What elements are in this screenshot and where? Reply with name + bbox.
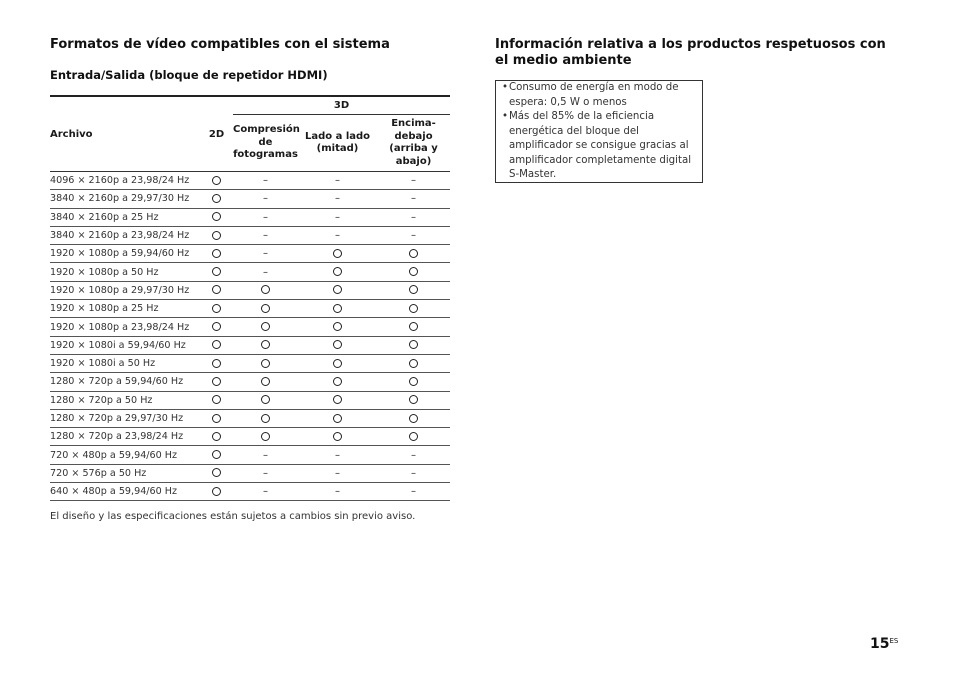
support-cell <box>377 300 450 318</box>
supported-circle-icon <box>261 359 270 368</box>
header-top-bottom: Encima-debajo (arriba y abajo) <box>377 115 450 172</box>
support-cell <box>233 172 298 190</box>
support-cell <box>377 373 450 391</box>
support-cell <box>200 428 233 446</box>
support-cell <box>200 172 233 190</box>
supported-circle-icon <box>333 340 342 349</box>
format-cell: 1920 × 1080p a 50 Hz <box>50 263 200 281</box>
support-cell <box>298 409 377 427</box>
support-cell <box>377 281 450 299</box>
support-cell <box>377 409 450 427</box>
header-archivo: Archivo <box>50 96 200 172</box>
supported-circle-icon <box>333 249 342 258</box>
supported-circle-icon <box>409 359 418 368</box>
support-cell <box>298 300 377 318</box>
supported-circle-icon <box>261 414 270 423</box>
not-supported-dash: – <box>263 486 268 498</box>
supported-circle-icon <box>212 267 221 276</box>
supported-circle-icon <box>409 285 418 294</box>
support-cell <box>298 245 377 263</box>
support-cell <box>377 318 450 336</box>
support-cell <box>377 483 450 501</box>
header-side-by-side: Lado a lado (mitad) <box>298 115 377 172</box>
supported-circle-icon <box>409 432 418 441</box>
not-supported-dash: – <box>335 449 340 461</box>
table-row <box>50 373 450 391</box>
table-row <box>50 245 450 263</box>
support-cell <box>298 281 377 299</box>
support-cell <box>233 318 298 336</box>
support-cell <box>200 446 233 464</box>
support-cell <box>233 428 298 446</box>
support-cell <box>233 245 298 263</box>
table-row <box>50 300 450 318</box>
format-cell: 1280 × 720p a 23,98/24 Hz <box>50 428 200 446</box>
support-cell <box>377 245 450 263</box>
support-cell <box>233 281 298 299</box>
format-cell: 720 × 480p a 59,94/60 Hz <box>50 446 200 464</box>
supported-circle-icon <box>333 267 342 276</box>
table-body <box>50 172 450 501</box>
support-cell <box>200 409 233 427</box>
format-cell: 3840 × 2160p a 29,97/30 Hz <box>50 190 200 208</box>
supported-circle-icon <box>212 176 221 185</box>
support-cell <box>298 226 377 244</box>
support-cell <box>200 190 233 208</box>
table-row <box>50 391 450 409</box>
table-row <box>50 318 450 336</box>
support-cell <box>298 446 377 464</box>
table-row <box>50 483 450 501</box>
format-cell: 3840 × 2160p a 23,98/24 Hz <box>50 226 200 244</box>
page-language-code: ES <box>889 637 899 645</box>
format-cell: 4096 × 2160p a 23,98/24 Hz <box>50 172 200 190</box>
support-cell <box>298 428 377 446</box>
not-supported-dash: – <box>263 248 268 260</box>
page-number-value: 15 <box>870 636 890 652</box>
table-row <box>50 336 450 354</box>
supported-circle-icon <box>409 340 418 349</box>
table-row <box>50 226 450 244</box>
supported-circle-icon <box>212 304 221 313</box>
support-cell <box>298 190 377 208</box>
support-cell <box>298 172 377 190</box>
supported-circle-icon <box>212 212 221 221</box>
video-formats-section <box>50 37 450 522</box>
supported-circle-icon <box>409 377 418 386</box>
format-cell: 720 × 576p a 50 Hz <box>50 464 200 482</box>
support-cell <box>377 446 450 464</box>
supported-circle-icon <box>212 432 221 441</box>
environment-bullet-list <box>502 81 696 183</box>
table-row <box>50 190 450 208</box>
support-cell <box>377 464 450 482</box>
support-cell <box>200 263 233 281</box>
table-row <box>50 354 450 372</box>
table-row <box>50 409 450 427</box>
supported-circle-icon <box>212 377 221 386</box>
support-cell <box>233 446 298 464</box>
supported-circle-icon <box>212 322 221 331</box>
support-cell <box>298 391 377 409</box>
supported-circle-icon <box>212 194 221 203</box>
supported-circle-icon <box>212 285 221 294</box>
support-cell <box>377 428 450 446</box>
supported-circle-icon <box>333 285 342 294</box>
support-cell <box>233 208 298 226</box>
support-cell <box>200 354 233 372</box>
support-cell <box>200 281 233 299</box>
bullet-text: Más del 85% de la eficiencia energética del bloque del amplificador se consigue gracias al amplificador completamente digital S-Master. <box>509 111 692 180</box>
supported-circle-icon <box>333 414 342 423</box>
support-cell <box>233 464 298 482</box>
support-cell <box>377 208 450 226</box>
format-cell: 1920 × 1080p a 23,98/24 Hz <box>50 318 200 336</box>
supported-circle-icon <box>261 304 270 313</box>
supported-circle-icon <box>261 395 270 404</box>
supported-circle-icon <box>333 304 342 313</box>
environment-section <box>495 37 895 180</box>
not-supported-dash: – <box>263 467 268 479</box>
not-supported-dash: – <box>411 449 417 461</box>
support-cell <box>233 226 298 244</box>
supported-circle-icon <box>261 432 270 441</box>
hdmi-repeater-subheading: Entrada/Salida (bloque de repetidor HDMI) <box>50 68 328 82</box>
not-supported-dash: – <box>335 230 340 242</box>
supported-circle-icon <box>409 395 418 404</box>
support-cell <box>200 464 233 482</box>
not-supported-dash: – <box>335 467 340 479</box>
supported-circle-icon <box>409 414 418 423</box>
support-cell <box>298 373 377 391</box>
table-row <box>50 208 450 226</box>
supported-circle-icon <box>409 304 418 313</box>
support-cell <box>298 208 377 226</box>
support-cell <box>233 483 298 501</box>
support-cell <box>233 336 298 354</box>
support-cell <box>298 318 377 336</box>
supported-circle-icon <box>212 468 221 477</box>
support-cell <box>298 336 377 354</box>
not-supported-dash: – <box>335 175 340 187</box>
support-cell <box>200 373 233 391</box>
supported-circle-icon <box>409 267 418 276</box>
table-row <box>50 428 450 446</box>
supported-circle-icon <box>333 377 342 386</box>
support-cell <box>233 263 298 281</box>
supported-circle-icon <box>333 322 342 331</box>
support-cell <box>377 172 450 190</box>
support-cell <box>200 226 233 244</box>
video-formats-table <box>50 95 450 501</box>
format-cell: 1280 × 720p a 59,94/60 Hz <box>50 373 200 391</box>
supported-circle-icon <box>212 487 221 496</box>
table-row <box>50 281 450 299</box>
format-cell: 1920 × 1080p a 59,94/60 Hz <box>50 245 200 263</box>
support-cell <box>298 354 377 372</box>
header-2d: 2D <box>200 96 233 172</box>
support-cell <box>377 336 450 354</box>
supported-circle-icon <box>212 231 221 240</box>
support-cell <box>200 391 233 409</box>
support-cell <box>200 208 233 226</box>
support-cell <box>200 300 233 318</box>
not-supported-dash: – <box>263 449 268 461</box>
list-item <box>502 81 696 110</box>
not-supported-dash: – <box>411 230 417 242</box>
support-cell <box>298 483 377 501</box>
list-item <box>502 110 696 183</box>
support-cell <box>200 483 233 501</box>
environment-info-box <box>495 80 703 183</box>
page-number <box>870 636 898 652</box>
support-cell <box>298 464 377 482</box>
supported-circle-icon <box>212 414 221 423</box>
format-cell: 1920 × 1080i a 50 Hz <box>50 354 200 372</box>
supported-circle-icon <box>212 340 221 349</box>
format-cell: 3840 × 2160p a 25 Hz <box>50 208 200 226</box>
table-row <box>50 263 450 281</box>
support-cell <box>233 391 298 409</box>
format-cell: 1920 × 1080p a 29,97/30 Hz <box>50 281 200 299</box>
support-cell <box>298 263 377 281</box>
environment-heading: Información relativa a los productos respetuosos con el medio ambiente <box>495 37 886 68</box>
support-cell <box>233 300 298 318</box>
support-cell <box>377 391 450 409</box>
support-cell <box>233 190 298 208</box>
not-supported-dash: – <box>263 266 268 278</box>
format-cell: 1920 × 1080i a 59,94/60 Hz <box>50 336 200 354</box>
disclaimer-note: El diseño y las especificaciones están sujetos a cambios sin previo aviso. <box>50 511 416 522</box>
format-cell: 1280 × 720p a 29,97/30 Hz <box>50 409 200 427</box>
supported-circle-icon <box>261 377 270 386</box>
format-cell: 1920 × 1080p a 25 Hz <box>50 300 200 318</box>
support-cell <box>200 245 233 263</box>
support-cell <box>377 263 450 281</box>
supported-circle-icon <box>261 340 270 349</box>
table-row <box>50 446 450 464</box>
support-cell <box>233 373 298 391</box>
not-supported-dash: – <box>335 211 340 223</box>
not-supported-dash: – <box>411 211 417 223</box>
video-formats-heading: Formatos de vídeo compatibles con el sistema <box>50 37 390 52</box>
support-cell <box>377 226 450 244</box>
supported-circle-icon <box>212 395 221 404</box>
supported-circle-icon <box>212 359 221 368</box>
bullet-text: Consumo de energía en modo de espera: 0,5 W o menos <box>509 82 679 108</box>
not-supported-dash: – <box>335 193 340 205</box>
not-supported-dash: – <box>411 175 417 187</box>
supported-circle-icon <box>333 359 342 368</box>
not-supported-dash: – <box>263 175 268 187</box>
supported-circle-icon <box>409 322 418 331</box>
support-cell <box>377 190 450 208</box>
supported-circle-icon <box>409 249 418 258</box>
format-cell: 1280 × 720p a 50 Hz <box>50 391 200 409</box>
supported-circle-icon <box>333 395 342 404</box>
bullet-icon: • <box>502 82 509 93</box>
bullet-icon: • <box>502 111 509 122</box>
not-supported-dash: – <box>411 193 417 205</box>
header-3d: 3D <box>233 96 450 115</box>
supported-circle-icon <box>212 249 221 258</box>
not-supported-dash: – <box>263 211 268 223</box>
not-supported-dash: – <box>263 193 268 205</box>
not-supported-dash: – <box>411 486 417 498</box>
supported-circle-icon <box>261 285 270 294</box>
support-cell <box>233 354 298 372</box>
supported-circle-icon <box>333 432 342 441</box>
not-supported-dash: – <box>411 467 417 479</box>
supported-circle-icon <box>261 322 270 331</box>
support-cell <box>377 354 450 372</box>
format-cell: 640 × 480p a 59,94/60 Hz <box>50 483 200 501</box>
table-row <box>50 172 450 190</box>
supported-circle-icon <box>212 450 221 459</box>
header-frame-packing: Compresión de fotogramas <box>233 115 298 172</box>
support-cell <box>200 318 233 336</box>
not-supported-dash: – <box>335 486 340 498</box>
table-row <box>50 464 450 482</box>
not-supported-dash: – <box>263 230 268 242</box>
support-cell <box>200 336 233 354</box>
support-cell <box>233 409 298 427</box>
